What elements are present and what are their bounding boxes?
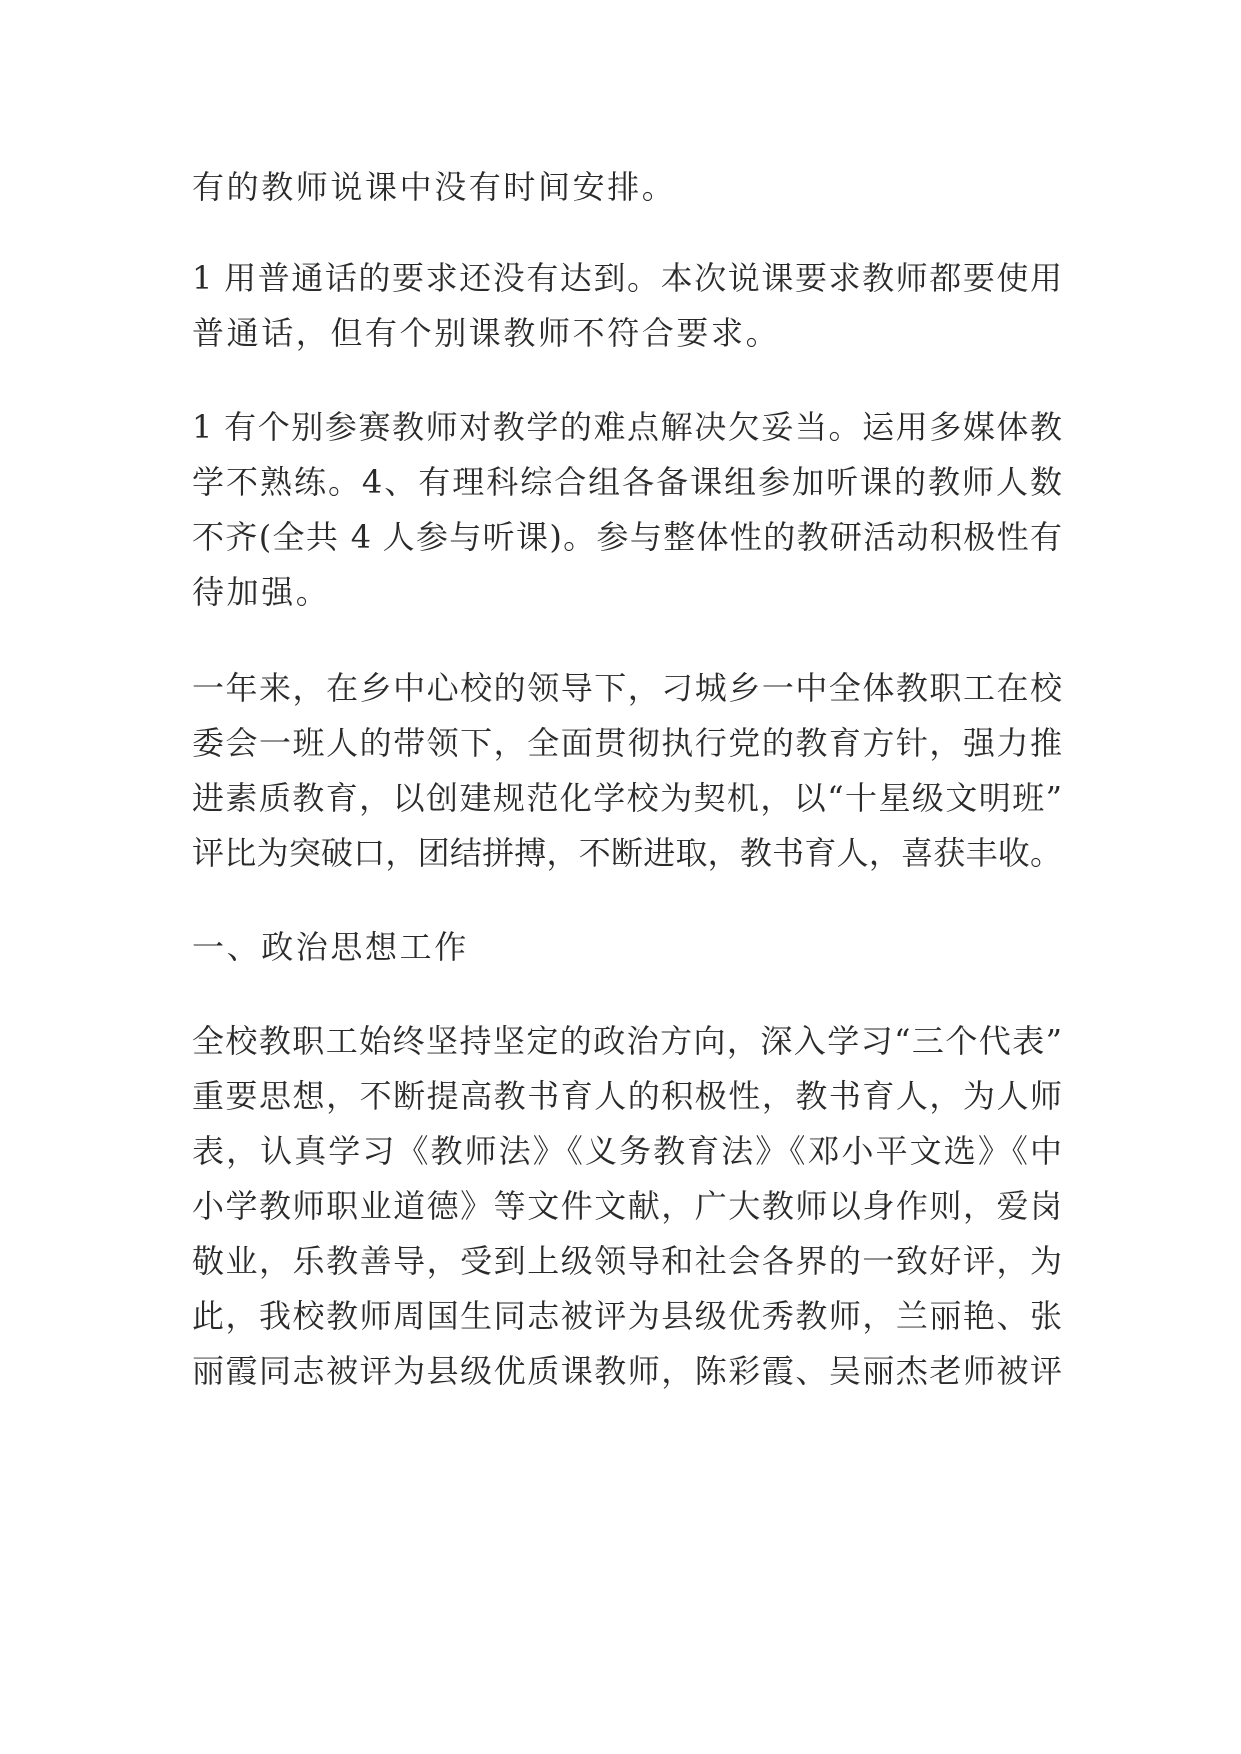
paragraph-line: 有的教师说课中没有时间安排。 xyxy=(192,168,677,206)
paragraph-line: 此，我校教师周国生同志被评为县级优秀教师，兰丽艳、张 xyxy=(192,1297,1062,1335)
paragraph-line: 重要思想，不断提高教书育人的积极性，教书育人，为人师 xyxy=(192,1077,1062,1115)
paragraph-line: 一年来，在乡中心校的领导下，刁城乡一中全体教职工在校 xyxy=(192,669,1062,707)
paragraph-line: 不齐(全共 4 人参与听课)。参与整体性的教研活动积极性有 xyxy=(192,518,1062,556)
paragraph-line: 普通话，但有个别课教师不符合要求。 xyxy=(192,314,781,352)
paragraph-line: 1 用普通话的要求还没有达到。本次说课要求教师都要使用 xyxy=(192,259,1062,297)
paragraph-line: 丽霞同志被评为县级优质课教师，陈彩霞、吴丽杰老师被评 xyxy=(192,1352,1062,1390)
paragraph-line: 全校教职工始终坚持坚定的政治方向，深入学习“三个代表” xyxy=(192,1022,1062,1060)
paragraph-line: 待加强。 xyxy=(192,573,331,611)
paragraph-line: 进素质教育，以创建规范化学校为契机，以“十星级文明班” xyxy=(192,779,1062,817)
paragraph-line: 委会一班人的带领下，全面贯彻执行党的教育方针，强力推 xyxy=(192,724,1062,762)
paragraph-line: 敬业，乐教善导，受到上级领导和社会各界的一致好评，为 xyxy=(192,1242,1062,1280)
section-heading: 一、政治思想工作 xyxy=(192,928,469,966)
paragraph-line: 表，认真学习《教师法》《义务教育法》《邓小平文选》《中 xyxy=(192,1132,1062,1170)
paragraph-line: 小学教师职业道德》等文件文献，广大教师以身作则，爱岗 xyxy=(192,1187,1062,1225)
paragraph-line: 1 有个别参赛教师对教学的难点解决欠妥当。运用多媒体教 xyxy=(192,408,1062,446)
paragraph-line: 学不熟练。4、有理科综合组各备课组参加听课的教师人数 xyxy=(192,463,1062,501)
paragraph-line: 评比为突破口，团结拼搏，不断进取，教书育人，喜获丰收。 xyxy=(192,834,1062,872)
